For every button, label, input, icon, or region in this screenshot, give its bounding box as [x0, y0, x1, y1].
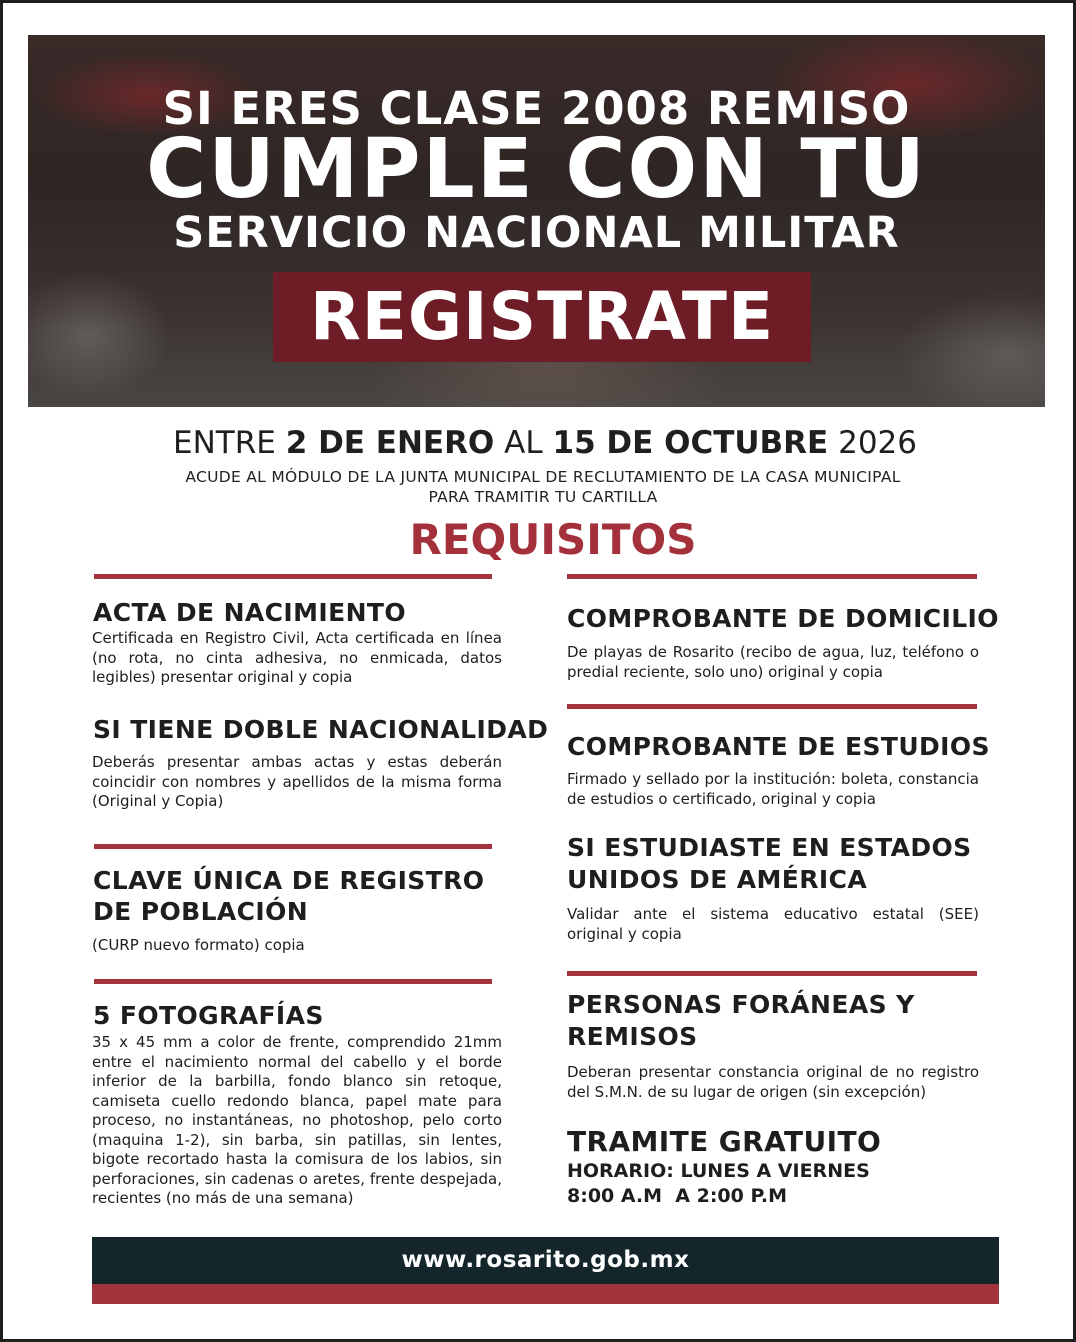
poster	[3, 3, 1073, 1339]
divider	[94, 844, 492, 849]
address-proof-title: COMPROBANTE DE DOMICILIO	[567, 604, 999, 633]
dates-prefix: ENTRE	[173, 425, 276, 461]
hero-service: SERVICIO NACIONAL MILITAR	[173, 208, 900, 258]
address-proof-text: De playas de Rosarito (recibo de agua, luz, teléfono o predial reciente, solo uno) original y copia	[567, 643, 979, 681]
dates-year: 2026	[838, 425, 917, 461]
curp-title-line-1: CLAVE ÚNICA DE REGISTRO	[93, 866, 485, 895]
schedule-days: HORARIO: LUNES A VIERNES	[567, 1160, 870, 1182]
studies-proof-title: COMPROBANTE DE ESTUDIOS	[567, 732, 990, 761]
website-link[interactable]: www.rosarito.gob.mx	[92, 1237, 999, 1284]
registration-dates	[173, 423, 973, 463]
birth-certificate-title: ACTA DE NACIMIENTO	[93, 598, 406, 627]
hero-subtitle: SI ERES CLASE 2008 REMISO	[162, 82, 911, 135]
notice	[133, 467, 953, 507]
curp-text: (CURP nuevo formato) copia	[92, 936, 305, 954]
schedule-hours: 8:00 A.M A 2:00 P.M	[567, 1185, 788, 1207]
foreign-title-line-1: PERSONAS FORÁNEAS Y	[567, 990, 915, 1019]
notice-line-1: ACUDE AL MÓDULO DE LA JUNTA MUNICIPAL DE RECLUTAMIENTO DE LA CASA MUNICIPAL	[185, 468, 901, 486]
dates-start: 2 DE ENERO	[285, 425, 495, 461]
divider	[567, 971, 977, 976]
notice-line-2: PARA TRAMITIR TU CARTILLA	[428, 488, 658, 506]
hero-title: CUMPLE CON TU	[146, 122, 927, 217]
usa-studies-title-line-1: SI ESTUDIASTE EN ESTADOS	[567, 833, 972, 862]
foreign-text: Deberan presentar constancia original de no registro del S.M.N. de su lugar de origen (sin excepción)	[567, 1063, 979, 1101]
photos-text: 35 x 45 mm a color de frente, comprendido 21mm entre el nacimiento normal del cabello y el borde inferior de la barbilla, fondo blanco sin retoque, camiseta cuello redondo blanca, papel mate para proceso, no instantáneas, no photoshop, pelo corto (maquina 1-2), sin barba, sin patillas, sin lentes, bigote recortado hasta la comisura de los labios, sin perforaciones, sin cadenas o aretes, frente despejada, recientes (no más de una semana)	[92, 1033, 502, 1207]
foreign-title-line-2: REMISOS	[567, 1022, 698, 1051]
dual-nationality-text: Deberás presentar ambas actas y estas deberán coincidir con nombres y apellidos de la misma forma (Original y Copia)	[92, 753, 502, 810]
divider	[94, 979, 492, 984]
curp-title-line-2: DE POBLACIÓN	[93, 897, 309, 926]
birth-certificate-text: Certificada en Registro Civil, Acta certificada en línea (no rota, no cinta adhesiva, no enmicada, datos legibles) presentar original y copia	[92, 629, 502, 686]
usa-studies-title-line-2: UNIDOS DE AMÉRICA	[567, 865, 868, 894]
dual-nationality-title: SI TIENE DOBLE NACIONALIDAD	[93, 715, 549, 744]
requirements-title: REQUISITOS	[409, 515, 697, 564]
dates-middle: AL	[504, 425, 543, 461]
free-procedure-title: TRAMITE GRATUITO	[567, 1125, 882, 1158]
usa-studies-text: Validar ante el sistema educativo estatal (SEE) original y copia	[567, 905, 979, 943]
dates-end: 15 DE OCTUBRE	[552, 425, 829, 461]
register-banner: REGISTRATE	[273, 272, 811, 362]
footer-stripe	[92, 1284, 999, 1304]
divider	[94, 574, 492, 579]
divider	[567, 704, 977, 709]
divider	[567, 574, 977, 579]
photos-title: 5 FOTOGRAFÍAS	[93, 1001, 324, 1030]
studies-proof-text: Firmado y sellado por la institución: boleta, constancia de estudios o certificado, original y copia	[567, 770, 979, 808]
hero-banner	[28, 35, 1045, 407]
